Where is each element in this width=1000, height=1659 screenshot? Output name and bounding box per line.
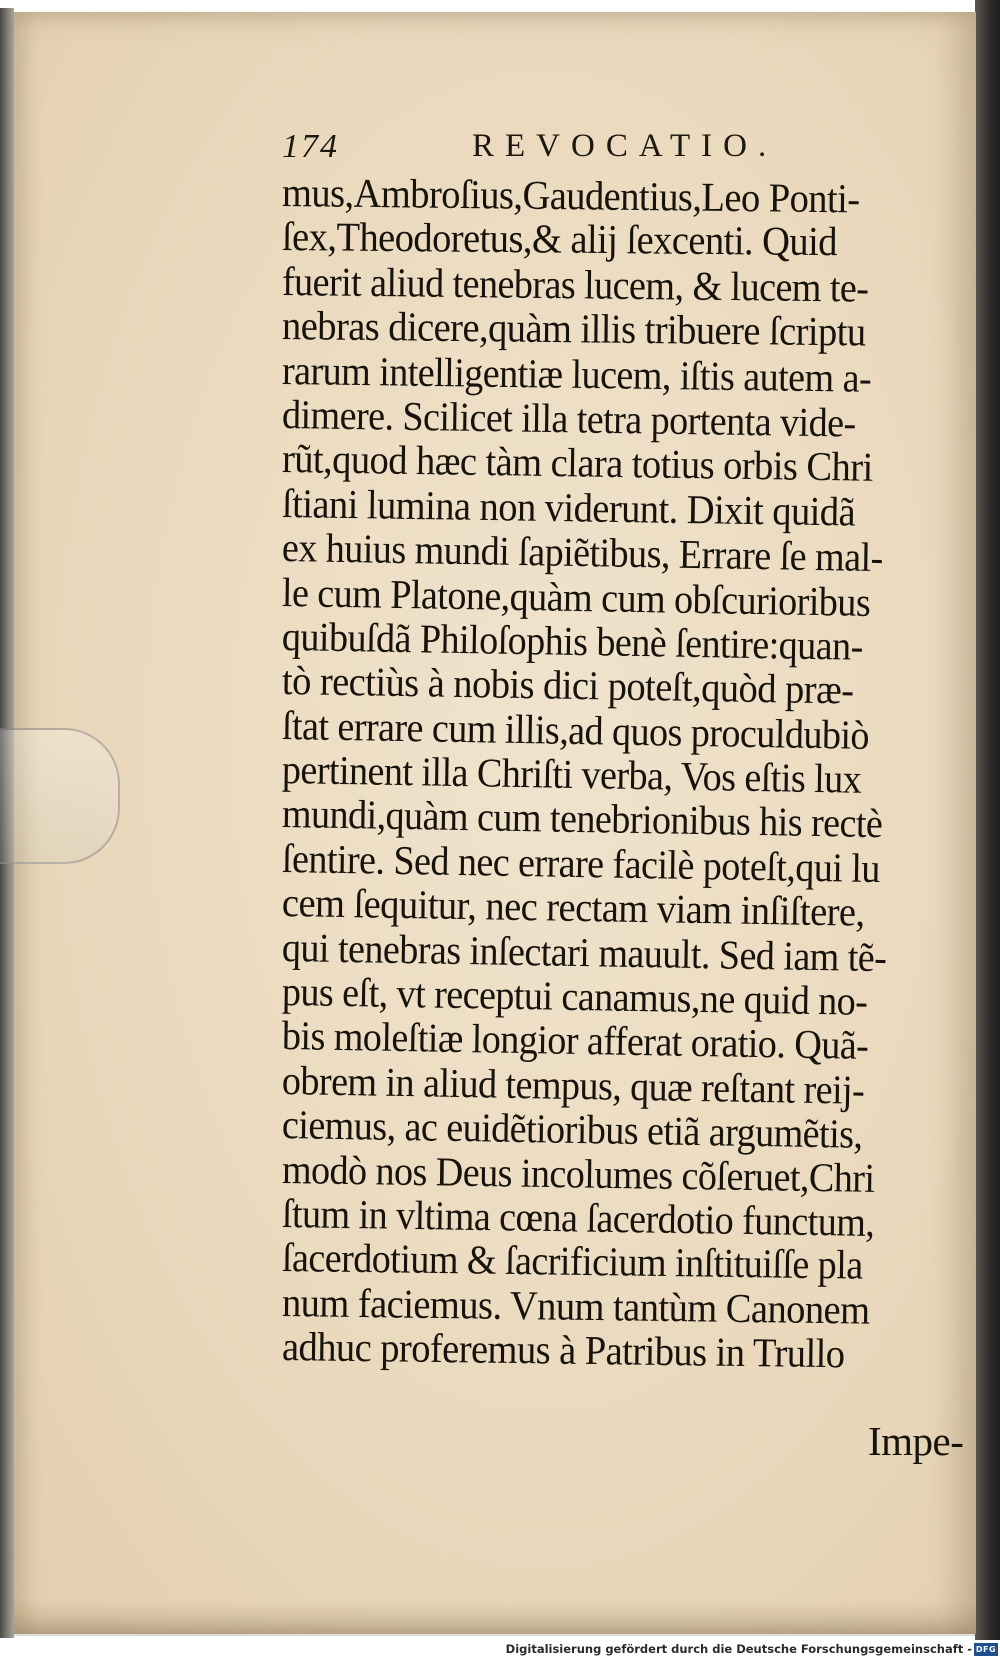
text-line: ciemus, ac euidẽtioribus etiã argumẽtis, xyxy=(281,1101,863,1158)
body-text xyxy=(281,169,942,1377)
text-line: ſex,Theodoretus,& alij ſexcenti. Quid xyxy=(281,213,838,265)
text-line: modò nos Deus incolumes cõſeruet,Chri xyxy=(281,1145,875,1201)
text-line: fuerit aliud tenebras lucem, & lucem te- xyxy=(281,257,869,311)
text-line: cem ſequitur, nec rectam viam inſiſtere, xyxy=(281,879,865,935)
text-line: mus,Ambroſius,Gaudentius,Leo Ponti- xyxy=(281,169,860,222)
text-line: pus eſt, vt receptui canamus,ne quid no- xyxy=(281,968,868,1024)
text-line: mundi,quàm cum tenebrionibus his rectè xyxy=(281,790,883,847)
text-line: rarum intelligentiæ lucem, iſtis autem a- xyxy=(281,346,872,401)
page-shadow xyxy=(14,1600,976,1636)
text-line: ſtat errare cum illis,ad quos proculdubiò xyxy=(281,701,870,758)
text-line: ex huius mundi ſapiẽtibus, Errare ſe mal- xyxy=(281,524,884,581)
text-line: le cum Platone,quàm cum obſcurioribus xyxy=(281,568,871,625)
text-line: qui tenebras inſectari mauult. Sed iam tẽ- xyxy=(281,923,887,980)
digitization-credit: Digitalisierung gefördert durch die Deutsche Forschungsgemeinschaft - xyxy=(505,1642,972,1656)
footer-bar xyxy=(0,1640,1000,1659)
catchword: Impe- xyxy=(868,1418,964,1464)
page-clip xyxy=(0,728,120,864)
book-edge-right xyxy=(975,0,1000,1640)
text-line: ſtum in vltima cœna ſacerdotio functum, xyxy=(281,1189,875,1245)
text-line: quibuſdã Philoſophis benè ſentire:quan- xyxy=(281,612,864,669)
text-line: tò rectiùs à nobis dici poteſt,quòd præ- xyxy=(281,657,854,713)
running-head: REVOCATIO. xyxy=(472,128,778,164)
text-line: num faciemus. Vnum tantùm Canonem xyxy=(281,1278,870,1333)
text-line: rũt,quod hæc tàm clara totius orbis Chri xyxy=(281,435,874,491)
text-line: pertinent illa Chriſti verba, Vos eſtis lux xyxy=(281,746,862,802)
text-line: ſtiani lumina non viderunt. Dixit quidã xyxy=(281,479,856,535)
text-line: ſacerdotium & ſacrificium inſtituiſſe pla xyxy=(281,1234,863,1289)
dfg-logo-icon: DFG xyxy=(975,1645,997,1654)
text-line: obrem in aliud tempus, quæ reſtant reij- xyxy=(281,1056,865,1113)
text-line: ſentire. Sed nec errare facilè poteſt,qui lu xyxy=(281,834,881,891)
text-line: adhuc proferemus à Patribus in Trullo xyxy=(281,1323,845,1377)
page-number: 174 xyxy=(282,128,339,165)
text-line: nebras dicere,quàm illis tribuere ſcriptu xyxy=(281,302,866,355)
text-line: dimere. Scilicet illa tetra portenta vide- xyxy=(281,390,856,446)
text-line: bis moleſtiæ longior afferat oratio. Quã- xyxy=(281,1012,869,1069)
